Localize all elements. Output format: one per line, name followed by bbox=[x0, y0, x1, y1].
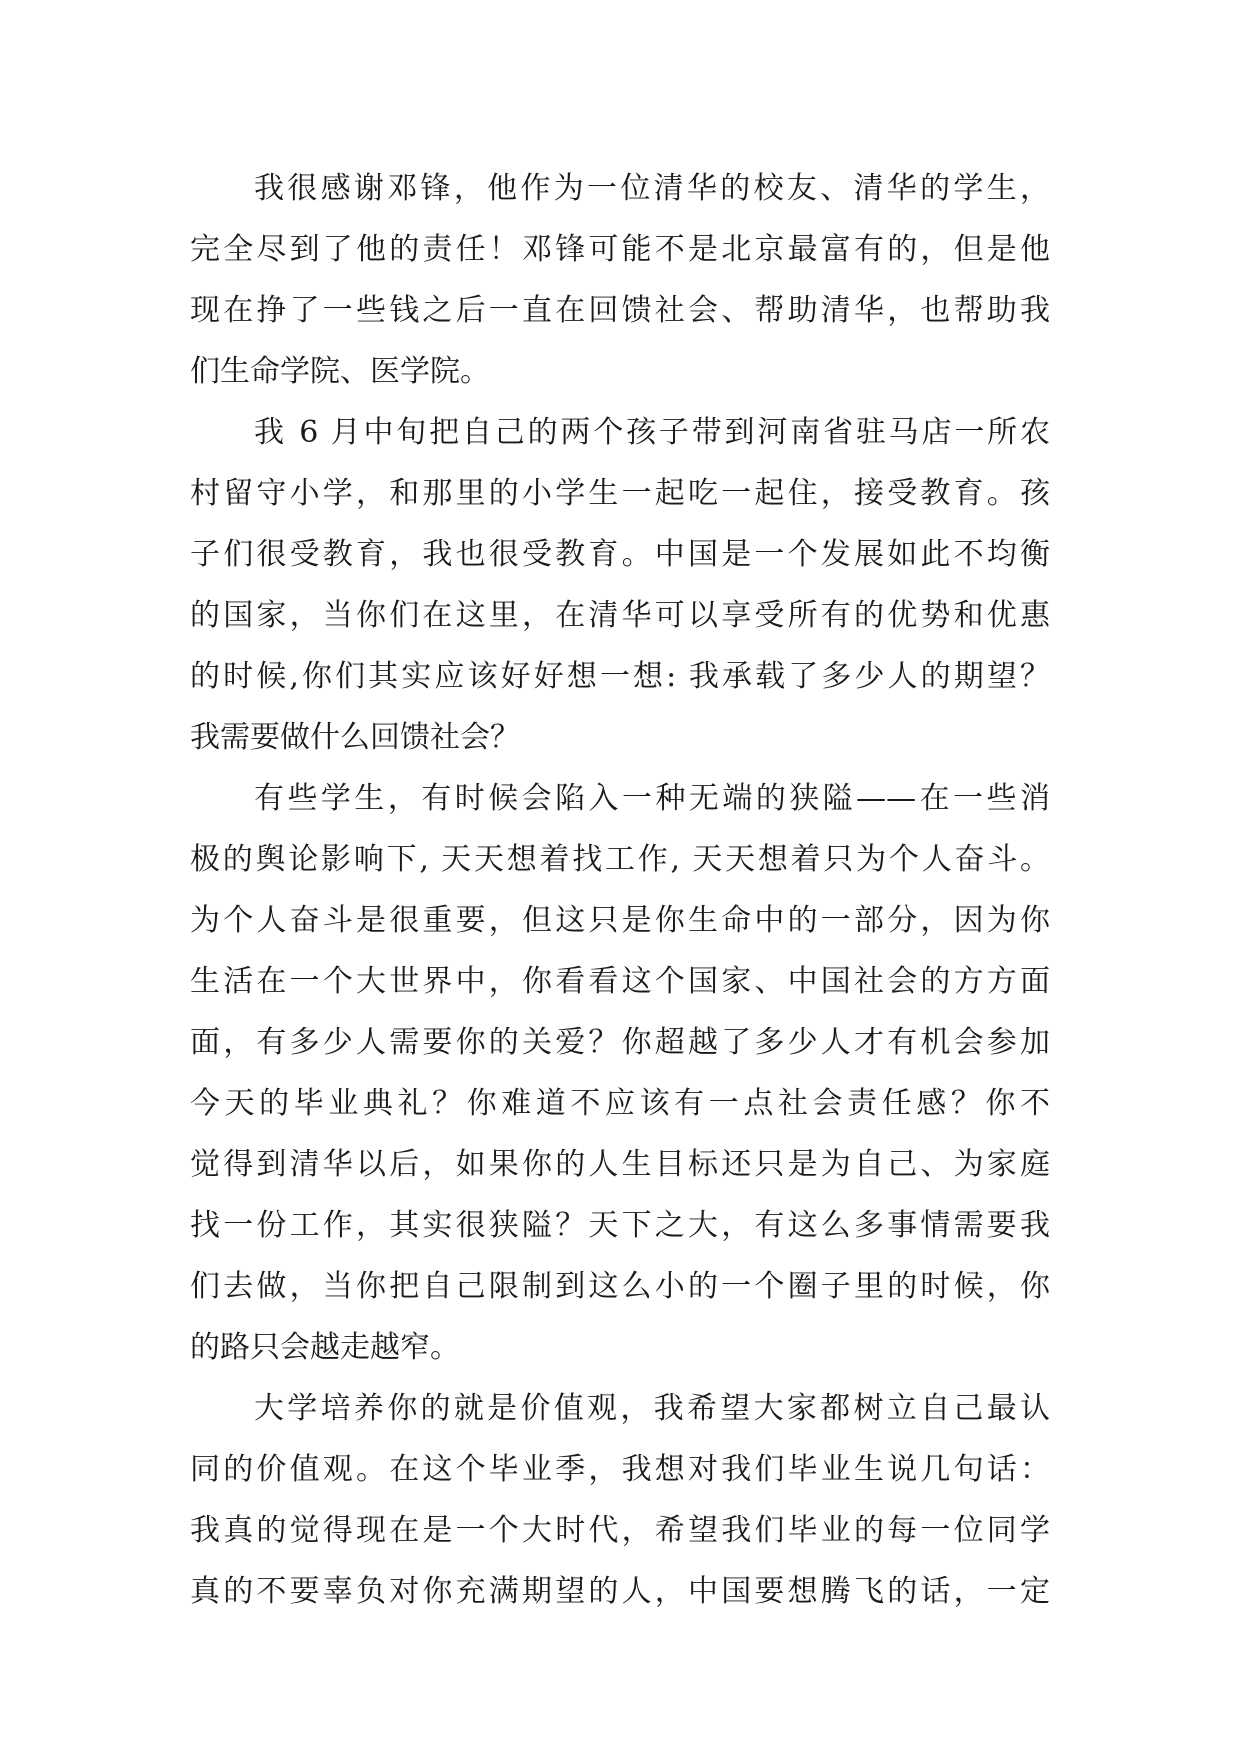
text-line: 们生命学院、医学院。 bbox=[190, 354, 490, 389]
text-line: 找一份工作，其实很狭隘？天下之大，有这么多事情需要我 bbox=[190, 1208, 1050, 1243]
text-line: 子们很受教育，我也很受教育。中国是一个发展如此不均衡 bbox=[190, 537, 1050, 572]
text-line: 今天的毕业典礼？你难道不应该有一点社会责任感？你不 bbox=[190, 1086, 1050, 1121]
text-line: 真的不要辜负对你充满期望的人，中国要想腾飞的话，一定 bbox=[190, 1574, 1050, 1609]
text-line: 极的舆论影响下, 天天想着找工作, 天天想着只为个人奋斗。 bbox=[190, 842, 1050, 877]
text-line: 为个人奋斗是很重要，但这只是你生命中的一部分，因为你 bbox=[190, 903, 1050, 938]
text-line: 的路只会越走越窄。 bbox=[190, 1330, 460, 1365]
text-line: 的国家，当你们在这里，在清华可以享受所有的优势和优惠 bbox=[190, 598, 1050, 633]
text-line: 面，有多少人需要你的关爱？你超越了多少人才有机会参加 bbox=[190, 1025, 1050, 1060]
text-line: 有些学生，有时候会陷入一种无端的狭隘——在一些消 bbox=[254, 781, 1050, 816]
text-line: 我很感谢邓锋，他作为一位清华的校友、清华的学生， bbox=[254, 171, 1050, 206]
paragraph-2 bbox=[190, 402, 1050, 768]
paragraph-3 bbox=[190, 768, 1050, 1378]
document-body bbox=[190, 158, 1050, 1622]
text-line: 完全尽到了他的责任！邓锋可能不是北京最富有的，但是他 bbox=[190, 232, 1050, 267]
text-line: 我 6 月中旬把自己的两个孩子带到河南省驻马店一所农 bbox=[254, 415, 1050, 450]
text-line: 同的价值观。在这个毕业季，我想对我们毕业生说几句话： bbox=[190, 1452, 1050, 1487]
text-line: 觉得到清华以后，如果你的人生目标还只是为自己、为家庭 bbox=[190, 1147, 1050, 1182]
text-line: 现在挣了一些钱之后一直在回馈社会、帮助清华，也帮助我 bbox=[190, 293, 1050, 328]
text-line: 生活在一个大世界中，你看看这个国家、中国社会的方方面 bbox=[190, 964, 1050, 999]
text-line: 我真的觉得现在是一个大时代，希望我们毕业的每一位同学 bbox=[190, 1513, 1050, 1548]
paragraph-4 bbox=[190, 1378, 1050, 1622]
text-line: 大学培养你的就是价值观，我希望大家都树立自己最认 bbox=[254, 1391, 1050, 1426]
text-line: 村留守小学，和那里的小学生一起吃一起住，接受教育。孩 bbox=[190, 476, 1050, 511]
text-line: 我需要做什么回馈社会？ bbox=[190, 720, 520, 755]
text-line: 的时候,你们其实应该好好想一想: 我承载了多少人的期望？ bbox=[190, 659, 1050, 694]
paragraph-1 bbox=[190, 158, 1050, 402]
text-line: 们去做，当你把自己限制到这么小的一个圈子里的时候，你 bbox=[190, 1269, 1050, 1304]
